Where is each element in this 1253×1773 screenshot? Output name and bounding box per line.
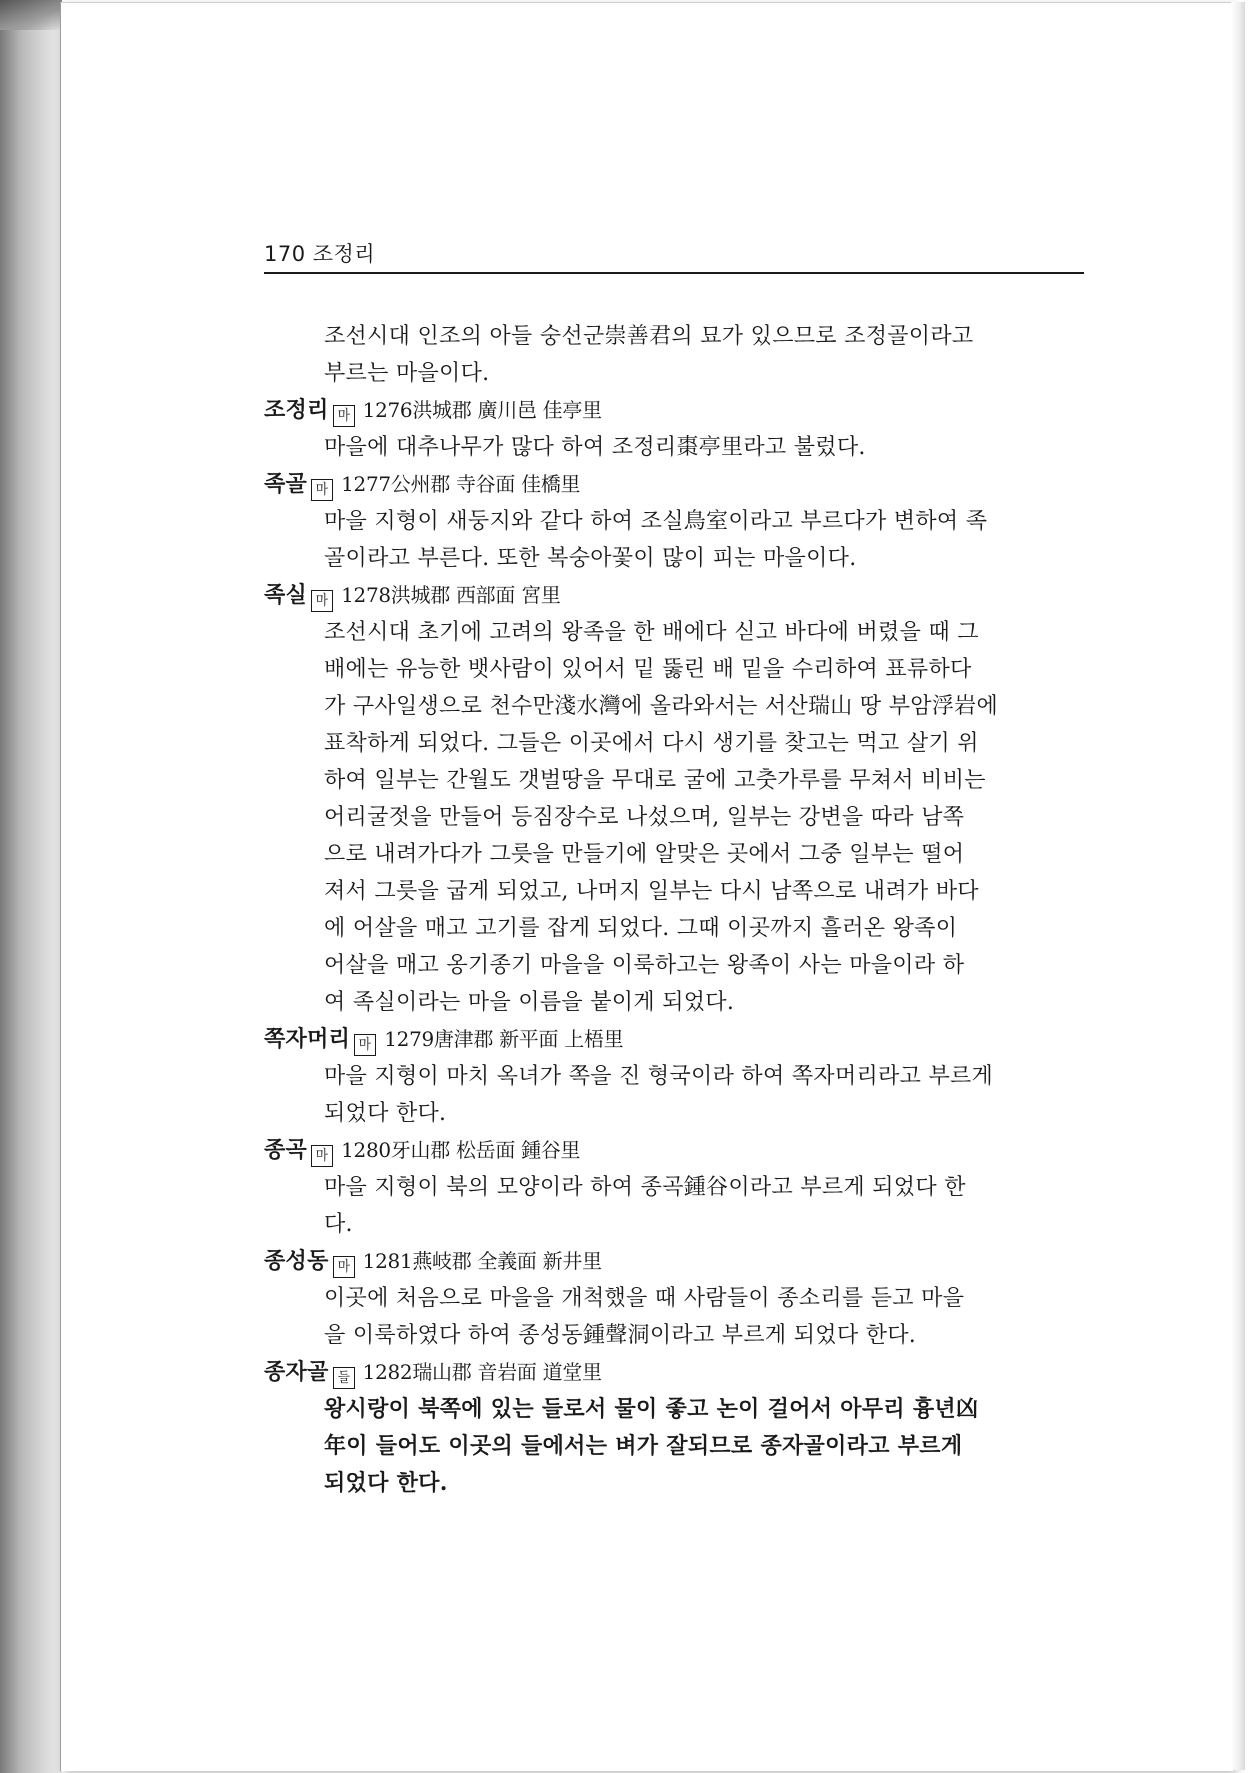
body-line: 골이라고 부른다. 또한 복숭아꽃이 많이 피는 마을이다. (324, 546, 857, 571)
field-mark-icon: 들 (333, 1367, 355, 1389)
body-line: 표착하게 되었다. 그들은 이곳에서 다시 생기를 찾고는 먹고 살기 위 (324, 731, 979, 756)
entry-address: 1278洪城郡 西部面 宮里 (341, 583, 561, 607)
body-line: 이곳에 처음으로 마을을 개척했을 때 사람들이 종소리를 듣고 마을 (324, 1286, 965, 1311)
page-right-edge (1231, 2, 1245, 1770)
headword: 족골 (264, 472, 308, 497)
headword: 쪽자머리 (264, 1027, 351, 1052)
entry-address: 1277公州郡 寺谷面 佳橋里 (341, 472, 581, 496)
village-mark-icon: 마 (333, 405, 355, 427)
body-line: 을 이룩하였다 하여 종성동鍾聲洞이라고 부르게 되었다 한다. (324, 1323, 917, 1348)
headword: 종곡 (264, 1138, 308, 1163)
headword: 조정리 (264, 398, 329, 423)
body-line: 으로 내려가다가 그릇을 만들기에 알맞은 곳에서 그중 일부는 떨어 (324, 842, 965, 867)
body-line: 조선시대 초기에 고려의 왕족을 한 배에다 싣고 바다에 버렸을 때 그 (324, 620, 979, 645)
body-line: 하여 일부는 간월도 갯벌땅을 무대로 굴에 고춧가루를 무쳐서 비비는 (324, 768, 986, 793)
entry-address: 1281燕岐郡 全義面 新井里 (362, 1249, 602, 1273)
body-line: 왕시랑이 북쪽에 있는 들로서 물이 좋고 논이 걸어서 아무리 흉년凶 (324, 1396, 979, 1422)
body-line: 조선시대 인조의 아들 숭선군崇善君의 묘가 있으므로 조정골이라고 (324, 324, 974, 349)
entry-heading (264, 577, 1084, 614)
village-mark-icon: 마 (333, 1256, 355, 1278)
village-mark-icon: 마 (311, 479, 333, 501)
body-line: 마을 지형이 새둥지와 같다 하여 조실鳥室이라고 부르다가 변하여 족 (324, 509, 988, 534)
entry-address: 1276洪城郡 廣川邑 佳亭里 (362, 398, 602, 422)
entry-address: 1282瑞山郡 音岩面 道堂里 (362, 1360, 602, 1384)
headword: 종성동 (264, 1249, 329, 1274)
body-line: 되었다 한다. (324, 1470, 448, 1496)
entry-heading (264, 1243, 1084, 1280)
body-line: 되었다 한다. (324, 1101, 447, 1126)
entry-heading (264, 1354, 1084, 1391)
page-number-title: 170 조정리 (264, 242, 376, 266)
book-spine-edge (0, 0, 62, 1773)
village-mark-icon: 마 (354, 1034, 376, 1056)
body-line: 마을 지형이 북의 모양이라 하여 종곡鍾谷이라고 부르게 되었다 한 (324, 1175, 966, 1200)
entry-address: 1280牙山郡 松岳面 鍾谷里 (341, 1138, 581, 1162)
body-line: 져서 그릇을 굽게 되었고, 나머지 일부는 다시 남쪽으로 내려가 바다 (324, 879, 979, 904)
body-line: 가 구사일생으로 천수만淺水灣에 올라와서는 서산瑞山 땅 부암浮岩에 (324, 694, 999, 719)
body-line: 에 어살을 매고 고기를 잡게 되었다. 그때 이곳까지 흘러온 왕족이 (324, 916, 958, 941)
entry-heading (264, 466, 1084, 503)
headword: 족실 (264, 583, 308, 608)
body-line: 年이 들어도 이곳의 들에서는 벼가 잘되므로 종자골이라고 부르게 (324, 1433, 963, 1459)
entry-heading (264, 1021, 1084, 1058)
body-line: 여 족실이라는 마을 이름을 붙이게 되었다. (324, 990, 735, 1015)
running-header (264, 236, 1084, 274)
village-mark-icon: 마 (311, 590, 333, 612)
body-line: 다. (324, 1212, 353, 1237)
body-line: 어리굴젓을 만들어 등짐장수로 나섰으며, 일부는 강변을 따라 남쪽 (324, 805, 965, 830)
entry-heading (264, 392, 1084, 429)
entry-address: 1279唐津郡 新平面 上梧里 (384, 1027, 624, 1051)
village-mark-icon: 마 (311, 1145, 333, 1167)
body-line: 마을에 대추나무가 많다 하여 조정리棗亭里라고 불렀다. (324, 435, 866, 460)
headword: 종자골 (264, 1360, 329, 1385)
body-line: 마을 지형이 마치 옥녀가 쪽을 진 형국이라 하여 쪽자머리라고 부르게 (324, 1064, 994, 1089)
entry-heading (264, 1132, 1084, 1169)
body-line: 어살을 매고 옹기종기 마을을 이룩하고는 왕족이 사는 마을이라 하 (324, 953, 965, 978)
book-spine-shadow (0, 0, 62, 30)
page-content (264, 318, 1084, 1502)
body-line: 부르는 마을이다. (324, 361, 490, 386)
body-line: 배에는 유능한 뱃사람이 있어서 밑 뚫린 배 밑을 수리하여 표류하다 (324, 657, 972, 682)
